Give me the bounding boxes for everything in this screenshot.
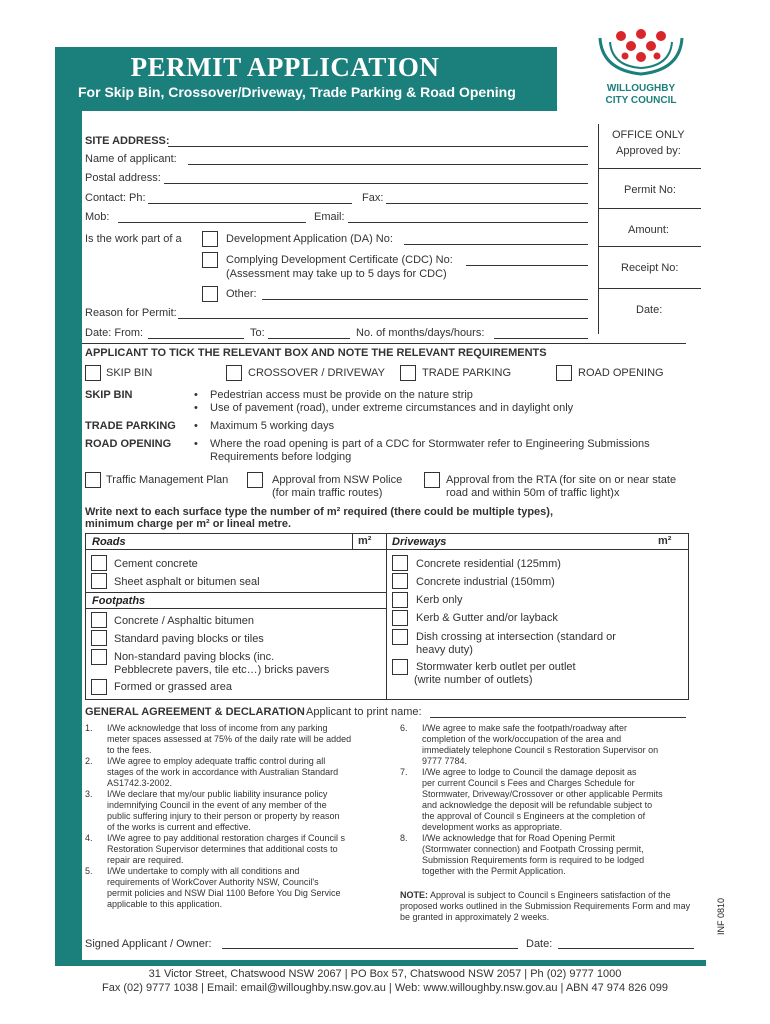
mob-field[interactable] bbox=[118, 222, 306, 223]
agreement-item-text bbox=[107, 866, 340, 910]
print-name-field[interactable] bbox=[430, 717, 686, 718]
stormwater-outlet-checkbox[interactable] bbox=[392, 659, 408, 675]
agreement-left-list bbox=[85, 723, 385, 910]
da-label: Development Application (DA) No: bbox=[226, 233, 393, 245]
amount-label: Amount: bbox=[628, 224, 669, 236]
agreement-item-text bbox=[422, 833, 644, 877]
agreement-item-line: indemnifying Council in the event of any member of the bbox=[107, 800, 327, 810]
agreement-item-text bbox=[107, 833, 345, 866]
table-divider bbox=[386, 533, 387, 699]
table-header-line bbox=[85, 549, 688, 550]
office-divider bbox=[598, 168, 701, 169]
rta-note: road and within 50m of traffic light)x bbox=[446, 487, 620, 499]
agreement-item-line: per current Council s Fees and Charges Schedule for bbox=[422, 778, 635, 788]
rta-checkbox[interactable] bbox=[424, 472, 440, 488]
other-label: Other: bbox=[226, 288, 257, 300]
roads-m2-heading: m² bbox=[358, 535, 372, 547]
sign-date-label: Date: bbox=[526, 938, 553, 950]
cement-concrete-checkbox[interactable] bbox=[91, 555, 107, 571]
road-opening-option: ROAD OPENING bbox=[578, 367, 664, 379]
agreement-item-line: the approval of Council s Engineers at the completion of bbox=[422, 811, 646, 821]
agreement-item-line: to the fees. bbox=[107, 745, 152, 755]
signed-label: Signed Applicant / Owner: bbox=[85, 938, 212, 950]
mob-label: Mob: bbox=[85, 211, 110, 223]
table-divider bbox=[352, 533, 353, 549]
duration-field[interactable] bbox=[494, 338, 588, 339]
contact-ph-label: Contact: Ph: bbox=[85, 192, 146, 204]
trade-req-1: Maximum 5 working days bbox=[210, 420, 335, 432]
footer-line-2: Fax (02) 9777 1038 | Email: email@willoughby.nsw.gov.au | Web: www.willoughby.nsw.gov.au | ABN 47 974 826 099 bbox=[102, 982, 668, 994]
rta-label: Approval from the RTA (for site on or near state bbox=[446, 474, 677, 486]
bottom-bar bbox=[55, 960, 706, 966]
bullet-icon: • bbox=[194, 389, 198, 401]
concrete-residential-label: Concrete residential (125mm) bbox=[416, 558, 561, 570]
form-code: INF 0810 bbox=[716, 897, 726, 935]
logo-mark-icon bbox=[596, 28, 686, 80]
agreement-item-line: I/We agree to employ adequate traffic control during all bbox=[107, 756, 326, 766]
agreement-item-number: 8. bbox=[400, 833, 408, 843]
agreement-item bbox=[85, 789, 385, 833]
print-name-label: Applicant to print name: bbox=[306, 706, 422, 718]
driveways-m2-heading: m² bbox=[658, 535, 672, 547]
da-checkbox[interactable] bbox=[202, 231, 218, 247]
fax-field[interactable] bbox=[386, 203, 588, 204]
cdc-note: (Assessment may take up to 5 days for CDC) bbox=[226, 268, 447, 280]
reason-field[interactable] bbox=[178, 318, 588, 319]
trade-parking-option: TRADE PARKING bbox=[422, 367, 512, 379]
logo-text-2: CITY COUNCIL bbox=[605, 95, 677, 106]
signature-field[interactable] bbox=[222, 948, 518, 949]
agreement-item-line: I/We agree to make safe the footpath/roadway after bbox=[422, 723, 627, 733]
footpaths-line bbox=[85, 592, 386, 593]
permit-no-label: Permit No: bbox=[624, 184, 676, 196]
other-field[interactable] bbox=[262, 299, 588, 300]
office-only-title: OFFICE ONLY bbox=[612, 129, 685, 141]
kerb-only-label: Kerb only bbox=[416, 594, 463, 606]
agreement-item-line: and acknowledge the deposit will be refundable subject to bbox=[422, 800, 653, 810]
agreement-item-line: AS1742.3-2002. bbox=[107, 778, 173, 788]
grassed-area-checkbox[interactable] bbox=[91, 679, 107, 695]
page-subtitle: For Skip Bin, Crossover/Driveway, Trade Parking & Road Opening bbox=[78, 84, 516, 100]
left-stripe bbox=[55, 111, 82, 966]
note-text-2: proposed works outlined in the Submission Requirements Form and may bbox=[400, 901, 691, 911]
roads-heading: Roads bbox=[92, 536, 126, 548]
stormwater-outlet-label: Stormwater kerb outlet per outlet bbox=[416, 661, 576, 673]
footpaths-line bbox=[85, 608, 386, 609]
kerb-gutter-label: Kerb & Gutter and/or layback bbox=[416, 612, 558, 624]
grassed-area-label: Formed or grassed area bbox=[114, 681, 232, 693]
road-req-label: ROAD OPENING bbox=[85, 438, 172, 450]
footer-line-1: 31 Victor Street, Chatswood NSW 2067 | PO Box 57, Chatswood NSW 2057 | Ph (02) 9777 1000 bbox=[148, 968, 622, 980]
note-label: NOTE: bbox=[400, 890, 428, 900]
agreement-item-line: Submission Requirements form is required to be lodged bbox=[422, 855, 645, 865]
site-address-field[interactable] bbox=[168, 146, 588, 147]
nsw-police-checkbox[interactable] bbox=[247, 472, 263, 488]
date-to-label: To: bbox=[250, 327, 265, 339]
surface-instructions: Write next to each surface type the number of m² required (there could be multiple types), bbox=[85, 506, 553, 518]
fax-label: Fax: bbox=[362, 192, 384, 204]
contact-ph-field[interactable] bbox=[148, 203, 352, 204]
traffic-plan-checkbox[interactable] bbox=[85, 472, 101, 488]
dish-crossing-label: Dish crossing at intersection (standard or bbox=[416, 631, 616, 643]
duration-label: No. of months/days/hours: bbox=[356, 327, 485, 339]
nsw-police-note: (for main traffic routes) bbox=[272, 487, 383, 499]
council-logo bbox=[596, 28, 686, 108]
page-title: PERMIT APPLICATION bbox=[130, 52, 440, 82]
reason-label: Reason for Permit: bbox=[85, 307, 177, 319]
trade-req-label: TRADE PARKING bbox=[85, 420, 176, 432]
agreement-item-line: 9777 7784. bbox=[422, 756, 468, 766]
asphaltic-bitumen-checkbox[interactable] bbox=[91, 612, 107, 628]
office-date-label: Date: bbox=[636, 304, 663, 316]
nsw-police-label: Approval from NSW Police bbox=[272, 474, 403, 486]
date-to-field[interactable] bbox=[268, 338, 350, 339]
section-divider bbox=[82, 343, 686, 344]
agreement-item-line: of the works is current and effective. bbox=[107, 822, 251, 832]
sheet-asphalt-checkbox[interactable] bbox=[91, 573, 107, 589]
agreement-item-number: 1. bbox=[85, 723, 93, 733]
agreement-item-line: stages of the work in accordance with Australian Standard bbox=[107, 767, 339, 777]
agreement-heading: GENERAL AGREEMENT & DECLARATION bbox=[85, 706, 305, 718]
skip-bin-req-1: Pedestrian access must be provide on the nature strip bbox=[210, 389, 473, 401]
concrete-industrial-checkbox[interactable] bbox=[392, 573, 408, 589]
agreement-item-text bbox=[422, 767, 663, 833]
agreement-item-number: 7. bbox=[400, 767, 408, 777]
office-divider bbox=[598, 246, 701, 247]
sign-date-field[interactable] bbox=[558, 948, 694, 949]
stormwater-outlet-note: (write number of outlets) bbox=[414, 674, 533, 686]
agreement-item-number: 2. bbox=[85, 756, 93, 766]
applicant-name-label: Name of applicant: bbox=[85, 153, 177, 165]
other-checkbox[interactable] bbox=[202, 286, 218, 302]
agreement-item-line: permit policies and NSW Dial 1100 Before You Dig Service bbox=[107, 888, 341, 898]
agreement-item-line: I/We undertake to comply with all conditions and bbox=[107, 866, 300, 876]
road-req-1: Where the road opening is part of a CDC for Stormwater refer to Engineering Submissions bbox=[210, 438, 650, 450]
agreement-item-text bbox=[107, 789, 339, 833]
agreement-item bbox=[400, 723, 700, 767]
standard-paving-checkbox[interactable] bbox=[91, 630, 107, 646]
driveways-heading: Driveways bbox=[392, 536, 447, 548]
agreement-item-line: I/We acknowledge that for Road Opening Permit bbox=[422, 833, 615, 843]
road-req-1-cont: Requirements before lodging bbox=[210, 451, 352, 463]
date-from-label: Date: From: bbox=[85, 327, 144, 339]
dish-crossing-checkbox[interactable] bbox=[392, 629, 408, 645]
agreement-item-line: immediately telephone Council s Restoration Supervisor on bbox=[422, 745, 659, 755]
kerb-gutter-checkbox[interactable] bbox=[392, 610, 408, 626]
concrete-residential-checkbox[interactable] bbox=[392, 555, 408, 571]
requirements-heading: APPLICANT TO TICK THE RELEVANT BOX AND NOTE THE RELEVANT REQUIREMENTS bbox=[85, 347, 547, 359]
agreement-right-list bbox=[400, 723, 700, 877]
email-field[interactable] bbox=[348, 222, 588, 223]
agreement-item bbox=[400, 833, 700, 877]
crossover-option: CROSSOVER / DRIVEWAY bbox=[248, 367, 385, 379]
bullet-icon: • bbox=[194, 438, 198, 450]
agreement-item-line: completion of the work/occupation of the area and bbox=[422, 734, 622, 744]
skip-bin-checkbox[interactable] bbox=[85, 365, 101, 381]
agreement-item-line: development works as appropriate. bbox=[422, 822, 563, 832]
agreement-item-line: Restoration Supervisor determines that additional costs to bbox=[107, 844, 338, 854]
note-text-3: be granted in approximately 2 weeks. bbox=[400, 912, 550, 922]
agreement-item-line: public suffering injury to their person or property by reason bbox=[107, 811, 340, 821]
site-address-label: SITE ADDRESS: bbox=[85, 135, 170, 147]
agreement-item-line: together with the Permit Application. bbox=[422, 866, 566, 876]
agreement-item-line: meter spaces assessed at 75% of the daily rate will be added bbox=[107, 734, 352, 744]
footpaths-heading: Footpaths bbox=[92, 595, 146, 607]
agreement-item-number: 5. bbox=[85, 866, 93, 876]
agreement-item-number: 6. bbox=[400, 723, 408, 733]
asphaltic-bitumen-label: Concrete / Asphaltic bitumen bbox=[114, 615, 255, 627]
agreement-item bbox=[85, 833, 385, 866]
bullet-icon: • bbox=[194, 402, 198, 414]
agreement-item-line: requirements of WorkCover Authority NSW, Council's bbox=[107, 877, 319, 887]
da-field[interactable] bbox=[404, 244, 588, 245]
note-text-1: Approval is subject to Council s Engineers satisfaction of the bbox=[430, 890, 671, 900]
work-part-of-label: Is the work part of a bbox=[85, 233, 182, 245]
agreement-item-text bbox=[107, 756, 338, 789]
skip-bin-req-label: SKIP BIN bbox=[85, 389, 133, 401]
standard-paving-label: Standard paving blocks or tiles bbox=[114, 633, 264, 645]
logo-text-1: WILLOUGHBY bbox=[606, 83, 676, 94]
email-label: Email: bbox=[314, 211, 345, 223]
bullet-icon: • bbox=[194, 420, 198, 432]
agreement-item-line: (Stormwater connection) and Footpath Crossing permit, bbox=[422, 844, 644, 854]
agreement-item-line: repair are required. bbox=[107, 855, 184, 865]
receipt-no-label: Receipt No: bbox=[621, 262, 679, 274]
agreement-item-line: applicable to this application. bbox=[107, 899, 223, 909]
agreement-item bbox=[85, 756, 385, 789]
sheet-asphalt-label: Sheet asphalt or bitumen seal bbox=[114, 576, 260, 588]
concrete-industrial-label: Concrete industrial (150mm) bbox=[416, 576, 555, 588]
postal-address-field[interactable] bbox=[164, 183, 588, 184]
road-opening-checkbox[interactable] bbox=[556, 365, 572, 381]
agreement-item bbox=[400, 767, 700, 833]
note-block bbox=[400, 890, 700, 923]
agreement-item-line: I/We agree to pay additional restoration charges if Council s bbox=[107, 833, 345, 843]
cdc-label: Complying Development Certificate (CDC) No: bbox=[226, 254, 453, 266]
cdc-checkbox[interactable] bbox=[202, 252, 218, 268]
non-standard-paving-cont: Pebblecrete pavers, tile etc…) bricks pavers bbox=[114, 664, 330, 676]
agreement-item-number: 3. bbox=[85, 789, 93, 799]
agreement-item-line: I/We acknowledge that loss of income from any parking bbox=[107, 723, 328, 733]
applicant-name-field[interactable] bbox=[188, 164, 588, 165]
skip-bin-option: SKIP BIN bbox=[106, 367, 153, 379]
office-divider bbox=[598, 288, 701, 289]
agreement-item-text bbox=[107, 723, 351, 756]
agreement-item-line: I/We agree to lodge to Council the damage deposit as bbox=[422, 767, 637, 777]
crossover-checkbox[interactable] bbox=[226, 365, 242, 381]
agreement-item-number: 4. bbox=[85, 833, 93, 843]
skip-bin-req-2: Use of pavement (road), under extreme circumstances and in daylight only bbox=[210, 402, 574, 414]
non-standard-paving-label: Non-standard paving blocks (inc. bbox=[114, 651, 275, 663]
non-standard-paving-checkbox[interactable] bbox=[91, 649, 107, 665]
agreement-item-line: I/We declare that my/our public liability insurance policy bbox=[107, 789, 328, 799]
cdc-field[interactable] bbox=[466, 265, 588, 266]
office-divider bbox=[598, 208, 701, 209]
traffic-plan-label: Traffic Management Plan bbox=[106, 474, 229, 486]
dish-crossing-cont: heavy duty) bbox=[416, 644, 473, 656]
approved-by-label: Approved by: bbox=[616, 145, 681, 157]
agreement-item-text bbox=[422, 723, 658, 767]
trade-parking-checkbox[interactable] bbox=[400, 365, 416, 381]
cement-concrete-label: Cement concrete bbox=[114, 558, 198, 570]
kerb-only-checkbox[interactable] bbox=[392, 592, 408, 608]
agreement-item bbox=[85, 866, 385, 910]
surface-instructions-2: minimum charge per m² or lineal metre. bbox=[85, 518, 292, 530]
agreement-item bbox=[85, 723, 385, 756]
date-from-field[interactable] bbox=[148, 338, 244, 339]
postal-address-label: Postal address: bbox=[85, 172, 161, 184]
agreement-item-line: Stormwater, Driveway/Crossover or other applicable Permits bbox=[422, 789, 663, 799]
